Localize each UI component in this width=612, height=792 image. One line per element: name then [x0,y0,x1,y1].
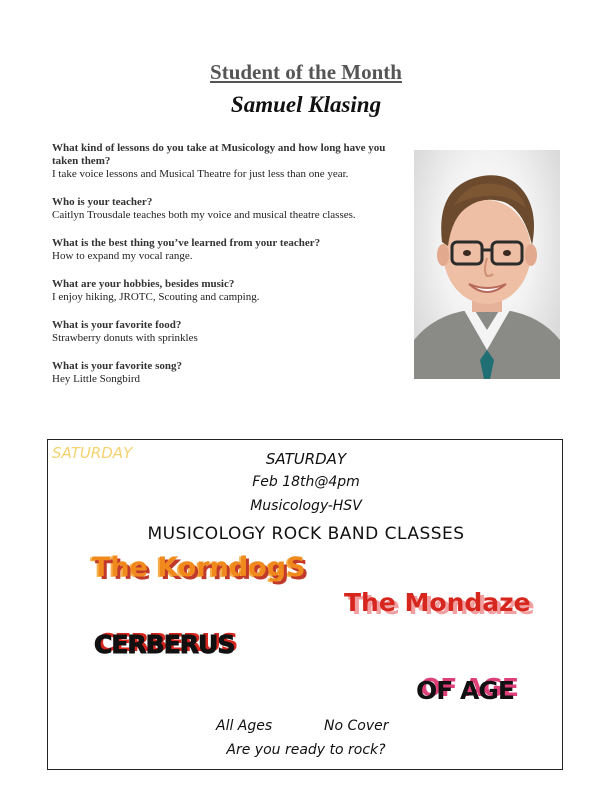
concert-poster [47,439,563,770]
poster-venue: Musicology-HSV [250,498,362,514]
qa-item [52,196,402,222]
question: What is your favorite song? [52,360,182,372]
student-photo [414,150,560,379]
band-mondaze: The Mondaze [344,588,531,617]
poster-date: Feb 18th@4pm [252,474,360,490]
band-korndogs: The KorndogS [92,552,306,583]
answer: Strawberry donuts with sprinkles [52,332,198,344]
page-title: Student of the Month [210,60,402,84]
poster-event-title: MUSICOLOGY ROCK BAND CLASSES [147,524,465,544]
qa-item [52,278,402,304]
question: Who is your teacher? [52,196,153,208]
poster-tagline: Are you ready to rock? [226,742,386,758]
answer: I enjoy hiking, JROTC, Scouting and camping. [52,291,260,303]
question: What kind of lessons do you take at Musicology and how long have you taken them? [52,142,386,167]
qa-item [52,319,402,345]
answer: How to expand my vocal range. [52,250,193,262]
poster-ages: All Ages [216,718,273,734]
band-of-age: OF AGE [416,676,514,705]
qa-item [52,237,402,263]
question: What is the best thing you’ve learned from your teacher? [52,237,321,249]
poster-cover: No Cover [324,718,389,734]
interview-section [52,142,402,401]
qa-item [52,360,402,386]
question: What is your favorite food? [52,319,182,331]
student-portrait-illustration [414,150,560,379]
poster-day: SATURDAY SATURDAY [48,450,564,468]
qa-item [52,142,402,181]
band-cerberus: CERBERUS [94,630,235,659]
answer: I take voice lessons and Musical Theatre for just less than one year. [52,168,349,180]
question: What are your hobbies, besides music? [52,278,235,290]
student-name: Samuel Klasing [230,92,382,117]
answer: Hey Little Songbird [52,373,140,385]
answer: Caitlyn Trousdale teaches both my voice and musical theatre classes. [52,209,356,221]
